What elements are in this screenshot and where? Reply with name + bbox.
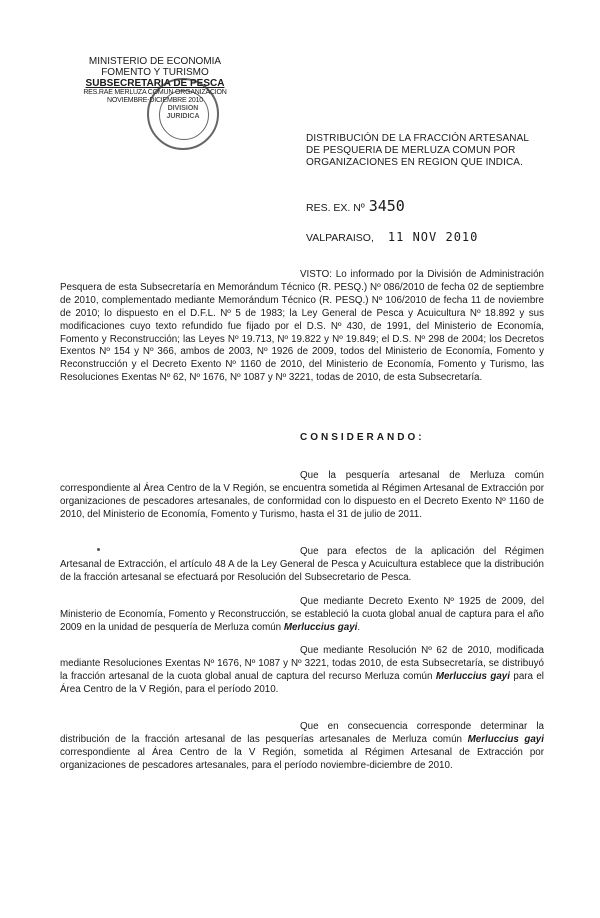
place-label: VALPARAISO, [306, 232, 374, 244]
seal-stamp-icon [147, 78, 219, 150]
considerando-heading: CONSIDERANDO: [300, 432, 425, 443]
resolution-label: RES. EX. Nº [306, 202, 365, 214]
paragraph-text: Que mediante Decreto Exento Nº 1925 de 2009, del Ministerio de Economía, Fomento y Reconstrucción, se estableció la cuota global anual de captura para el año 2009 en la unidad de pesquería de Merluza común [60, 596, 544, 633]
paragraph-text: Que mediante Resolución Nº 62 de 2010, modificada mediante Resoluciones Exentas Nº 1676, Nº 1087 y Nº 3221, todas 2010, de esta Subsecretaría, se distribuyó la fracción artesanal de la cuota global anual de captura del recurso Merluza común [60, 645, 544, 682]
letterhead-subtitle: FOMENTO Y TURISMO [101, 67, 209, 78]
visto-lead: VISTO: [300, 269, 332, 280]
document-title [306, 133, 556, 169]
letterhead-ministry: MINISTERIO DE ECONOMIA [88, 56, 222, 67]
species-name: Merluccius gayi [467, 733, 544, 745]
letterhead-subsecretaria: SUBSECRETARIA DE PESCA [85, 78, 225, 89]
paragraph-text-end: correspondiente al Área Centro de la V Región, sometida al Régimen Artesanal de Extracción por organizaciones de pescadores artesanales, para el período noviembre-diciembre de 2010. [60, 746, 544, 771]
paragraph-text: Que en consecuencia corresponde determinar la distribución de la fracción artesanal de las pesquerías artesanales de Merluza común [60, 721, 544, 745]
seal-text-juridica: JURIDICA [166, 113, 200, 120]
paragraph-text-end: para el Área Centro de la V Región, para el período 2010. [60, 670, 544, 695]
date-line [306, 230, 478, 244]
paragraph-text: Que la pesquería artesanal de Merluza común correspondiente al Área Centro de la V Región, se encuentra sometida al Régimen Artesanal de Extracción por organizaciones de pescadores artesanales, de conformidad con lo dispuesto en el Decreto Exento Nº 1160 de 2010, del Ministerio de Economía, Fomento y Turismo, hasta el 31 de julio de 2011. [60, 470, 544, 520]
seal-text-division: DIVISION [167, 105, 199, 112]
date-stamp: 11 NOV 2010 [387, 230, 479, 244]
species-name: Merluccius gayi [283, 621, 358, 633]
resolution-number-value: 3450 [368, 197, 405, 215]
considerando-paragraph-1 [60, 470, 544, 522]
title-line-1: DISTRIBUCIÓN DE LA FRACCIÓN ARTESANAL [306, 133, 530, 144]
letterhead-reference: RES.RAE MERLUZA COMUN ORGANIZACION [83, 89, 227, 96]
visto-text: Lo informado por la División de Administración Pesquera de esta Subsecretaría en Memorándum Técnico (R. PESQ.) Nº 086/2010 de fecha 02 de septiembre de 2010, complementado mediante Memorándum Técnico (R. PESQ.) Nº 106/2010 de fecha 11 de noviembre de 2010; lo dispuesto en el D.F.L. Nº 5 de 1983; la Ley General de Pesca y Acuicultura Nº 18.892 y sus modificaciones cuyo texto refundido fue fijado por el D.S. Nº 430, de 1991, del Ministerio de Economía, Fomento y Reconstrucción; las Leyes Nº 19.713, Nº 19.822 y Nº 19.849; el D.S. Nº 298 de 2004; los Decretos Exentos Nº 154 y Nº 366, ambos de 2003, Nº 1926 de 2009, todos del Ministerio de Economía, Fomento y Reconstrucción y el Decreto Exento Nº 1160 de 2010, del Ministerio de Economía, Fomento y Turismo, las Resoluciones Exentas Nº 62, Nº 1676, Nº 1087 y Nº 3221, todas de 2010, de esta Subsecretaría. [60, 269, 544, 384]
species-name: Merluccius gayi [435, 670, 510, 682]
considerando-paragraph-4 [60, 645, 544, 697]
paragraph-text: Que para efectos de la aplicación del Régimen Artesanal de Extracción, el artículo 48 A de la Ley General de Pesca y Acuicultura establece que la distribución de la fracción artesanal se efectuará por Resolución del Subsecretario de Pesca. [60, 546, 544, 583]
visto-paragraph [60, 269, 544, 385]
considerando-paragraph-2 [60, 546, 544, 585]
resolution-number [306, 197, 405, 215]
considerando-paragraph-3 [60, 596, 544, 635]
title-line-3: ORGANIZACIONES EN REGION QUE INDICA. [306, 157, 523, 168]
letterhead-period: NOVIEMBRE-DICIEMBRE 2010 [107, 97, 203, 104]
considerando-paragraph-5 [60, 721, 544, 773]
paragraph-text-end: . [357, 621, 361, 633]
title-line-2: DE PESQUERIA DE MERLUZA COMUN POR [306, 145, 516, 156]
